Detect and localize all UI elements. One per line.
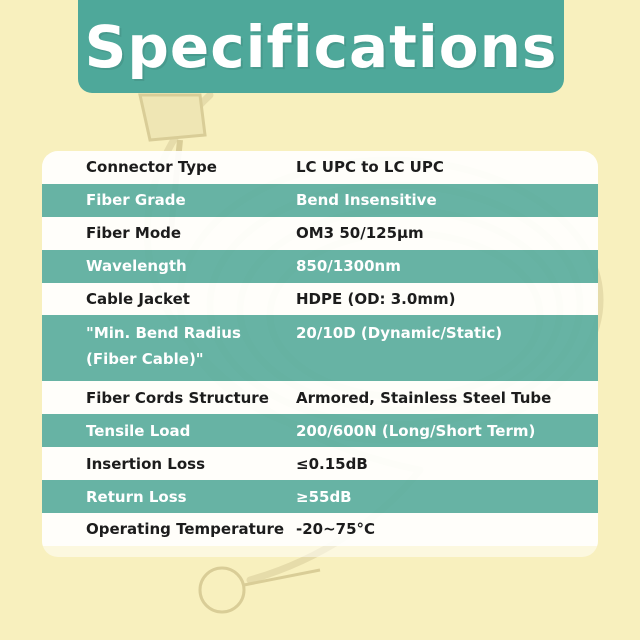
spec-value: LC UPC to LC UPC [296,158,444,177]
spec-value: Bend Insensitive [296,191,437,210]
spec-value: 20/10D (Dynamic/Static) [296,324,503,343]
spec-label: Return Loss [86,487,187,506]
spec-value: -20~75°C [296,520,376,539]
spec-value: Armored, Stainless Steel Tube [296,388,552,407]
spec-value: HDPE (OD: 3.0mm) [296,290,456,308]
spec-label: Fiber Grade [86,191,186,210]
spec-value: ≥55dB [296,487,352,506]
spec-label: Tensile Load [86,421,191,440]
spec-label: Wavelength [86,257,187,276]
spec-row-return-loss [42,480,598,513]
spec-value: OM3 50/125µm [296,224,424,243]
spec-row-fiber-cords-structure [42,381,598,414]
spec-label: Fiber Mode [86,224,182,243]
spec-value: 200/600N (Long/Short Term) [296,421,536,440]
spec-row-insertion-loss [42,447,598,480]
title-banner [78,0,564,93]
specifications-table [42,151,598,557]
spec-label: Connector Type [86,158,217,177]
spec-row-wavelength [42,250,598,283]
spec-row-cable-jacket [42,283,598,316]
spec-row-connector-type [42,151,598,184]
spec-label: Insertion Loss [86,454,205,473]
spec-label: Cable Jacket [86,290,190,308]
spec-label: Fiber Cords Structure [86,388,269,407]
spec-value: 850/1300nm [296,257,401,276]
spec-row-tensile-load [42,414,598,447]
spec-row-min-bend-radius [42,315,598,381]
page-title: Specifications [84,12,558,81]
spec-row-fiber-mode [42,217,598,250]
spec-label: Operating Temperature [86,520,285,539]
spec-row-operating-temperature [42,513,598,546]
spec-label: "Min. Bend Radius (Fiber Cable)" [86,324,241,369]
spec-row-fiber-grade [42,184,598,217]
spec-value: ≤0.15dB [296,454,368,473]
